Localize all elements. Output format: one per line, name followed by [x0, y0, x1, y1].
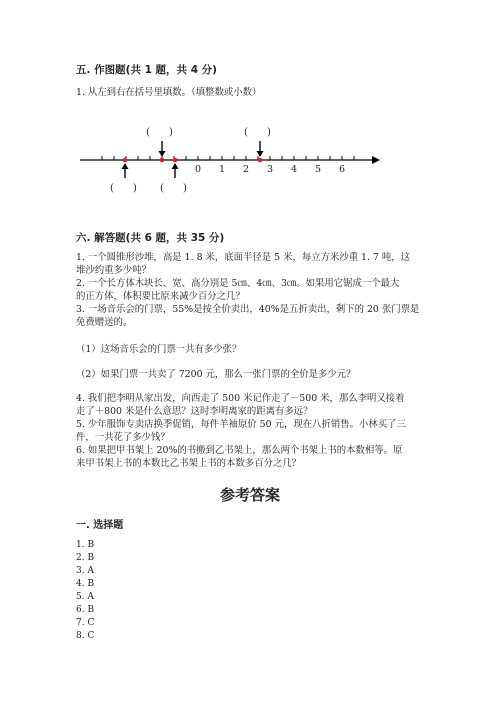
answer-item: 2. B [76, 553, 95, 563]
problem-line: 2. 一个长方体木块长、宽、高分别是 5㎝、4㎝、3㎝。如果用它锯成一个最大 [76, 278, 400, 289]
problem-line: 3. 一场音乐会的门票，55%是按全价卖出，40%是五折卖出，剩下的 20 张门票是 [76, 304, 420, 315]
answers-heading: 一. 选择题 [76, 520, 124, 531]
up-arrow-2 [172, 163, 179, 178]
answer-item: 4. B [76, 579, 95, 589]
sub-question-1: （1）这场音乐会的门票一共有多少张？ [76, 344, 242, 355]
blank-bottom-2: ( ) [160, 183, 187, 194]
section-heading-answers: 六. 解答题(共 6 题，共 35 分) [76, 232, 225, 244]
problem-line: 堆沙约重多少吨？ [76, 265, 152, 276]
point-a [123, 158, 128, 163]
nl-label-0: 0 [195, 164, 202, 175]
blank-top-1: ( ) [146, 127, 173, 138]
nl-label-2: 2 [243, 164, 250, 175]
blank-bottom-1: ( ) [110, 183, 137, 194]
answer-item: 8. C [76, 631, 95, 641]
answers-title: 参考答案 [219, 486, 280, 504]
point-c [173, 158, 178, 163]
answer-item: 1. B [76, 540, 95, 550]
problem-line: 5. 少年服饰专卖店换季促销，每件羊袖原价 50 元，现在八折销售。小林买了三 [76, 419, 406, 430]
answer-item: 5. A [76, 592, 94, 602]
problem-line: 走了＋800 米是什么意思？这时李明离家的距离有多远？ [76, 406, 313, 417]
question-1-drawing: 1. 从左到右在括号里填数。（填整数或小数） [76, 87, 262, 98]
problem-line: 1. 一个圆锥形沙堆，高是 1. 8 米，底面半径是 5 米，每立方米沙重 1. 7 吨，这 [76, 252, 411, 263]
down-arrow-1 [159, 141, 166, 157]
blank-top-2: ( ) [244, 127, 271, 138]
problem-line: 4. 我们把李明从家出发，向西走了 500 米记作走了－500 米，那么李明又接着 [76, 393, 405, 404]
problem-line: 来甲书架上书的本数比乙书架上书的本数多百分之几？ [76, 458, 302, 469]
point-d [258, 158, 263, 163]
problem-line: 件，一共花了多少钱？ [76, 432, 170, 443]
answer-item: 3. A [76, 566, 94, 576]
point-b [160, 158, 165, 163]
problem-line: 的正方体，体积要比原来减少百分之几？ [76, 291, 245, 302]
nl-label-4: 4 [291, 164, 298, 175]
down-arrow-2 [257, 141, 264, 157]
up-arrow-1 [122, 163, 129, 178]
problem-line: 6. 如果把甲书架上 20%的书搬到乙书架上，那么两个书架上书的本数相等。原 [76, 445, 403, 456]
answer-item: 6. B [76, 605, 95, 615]
problem-line: 免费赠送的。 [76, 317, 133, 328]
nl-label-3: 3 [267, 164, 274, 175]
nl-label-6: 6 [339, 164, 346, 175]
sub-question-2: （2）如果门票一共卖了 7200 元，那么一张门票的全价是多少元？ [76, 369, 356, 380]
section-heading-drawing: 五. 作图题(共 1 题，共 4 分) [76, 64, 217, 76]
nl-label-1: 1 [219, 164, 226, 175]
nl-label-5: 5 [315, 164, 322, 175]
answer-item: 7. C [76, 618, 95, 628]
